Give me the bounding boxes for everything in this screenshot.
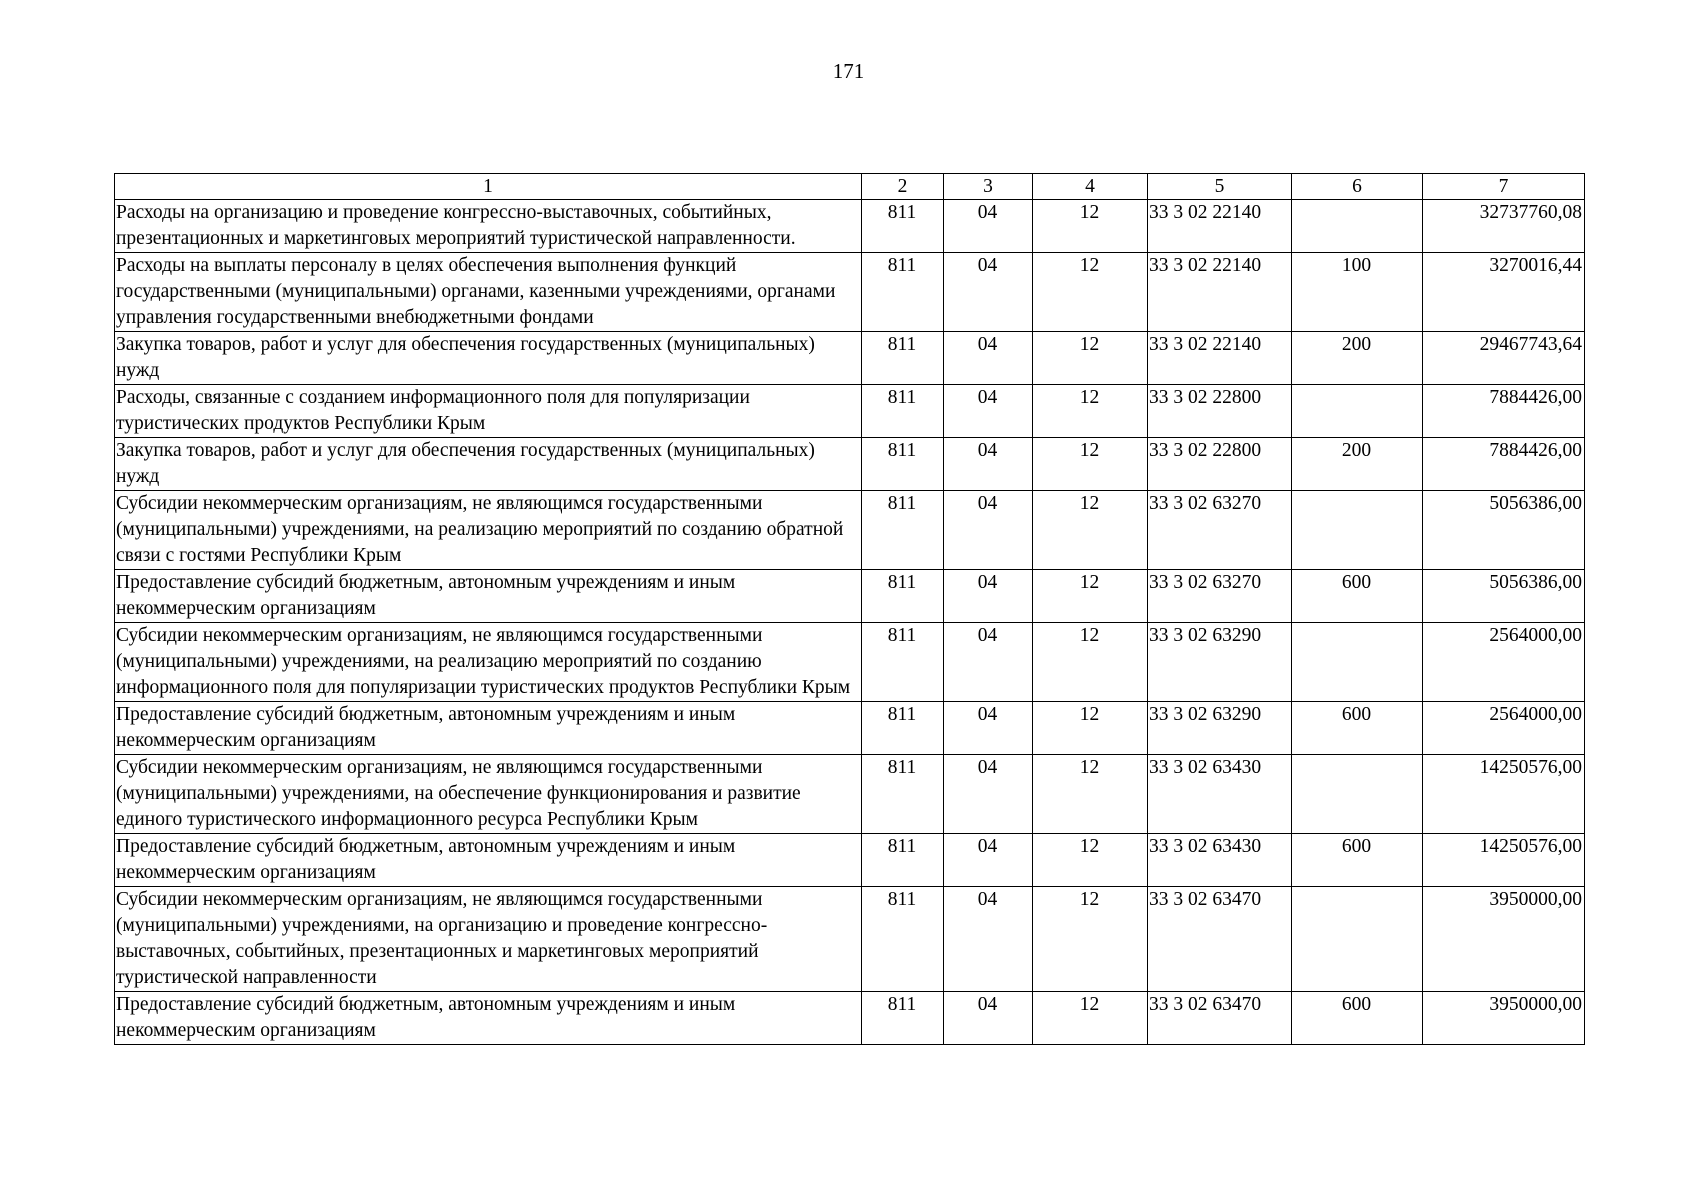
section-code-cell: 04 [944, 253, 1033, 332]
expense-name-cell: Субсидии некоммерческим организациям, не являющимся государственными (муниципальными) учреждениями, на организацию и проведение конгрессно-выставочных, событийных, презентационных и маркетинговых мероприятий туристической направленности [115, 887, 862, 992]
table-row [115, 702, 1585, 755]
subsection-code-cell: 12 [1033, 385, 1148, 438]
expense-type-cell: 200 [1292, 332, 1423, 385]
section-code-cell: 04 [944, 438, 1033, 491]
subsection-code-cell: 12 [1033, 570, 1148, 623]
subsection-code-cell: 12 [1033, 623, 1148, 702]
subsection-code-cell: 12 [1033, 887, 1148, 992]
expense-type-cell: 600 [1292, 702, 1423, 755]
expense-type-cell: 600 [1292, 834, 1423, 887]
expense-type-cell [1292, 755, 1423, 834]
budget-table [114, 173, 1585, 1045]
expense-type-cell [1292, 491, 1423, 570]
expense-type-cell [1292, 200, 1423, 253]
column-header-7: 7 [1423, 174, 1585, 200]
subsection-code-cell: 12 [1033, 755, 1148, 834]
section-code-cell: 04 [944, 992, 1033, 1045]
expense-name-cell: Предоставление субсидий бюджетным, автономным учреждениям и иным некоммерческим организациям [115, 992, 862, 1045]
target-article-cell: 33 3 02 63270 [1148, 570, 1292, 623]
ministry-code-cell: 811 [862, 385, 944, 438]
ministry-code-cell: 811 [862, 887, 944, 992]
column-header-3: 3 [944, 174, 1033, 200]
expense-type-cell: 600 [1292, 992, 1423, 1045]
header-row [115, 174, 1585, 200]
ministry-code-cell: 811 [862, 200, 944, 253]
ministry-code-cell: 811 [862, 834, 944, 887]
target-article-cell: 33 3 02 63290 [1148, 623, 1292, 702]
amount-cell: 7884426,00 [1423, 385, 1585, 438]
target-article-cell: 33 3 02 22140 [1148, 253, 1292, 332]
ministry-code-cell: 811 [862, 253, 944, 332]
amount-cell: 14250576,00 [1423, 755, 1585, 834]
section-code-cell: 04 [944, 702, 1033, 755]
target-article-cell: 33 3 02 63470 [1148, 887, 1292, 992]
target-article-cell: 33 3 02 63270 [1148, 491, 1292, 570]
section-code-cell: 04 [944, 755, 1033, 834]
subsection-code-cell: 12 [1033, 253, 1148, 332]
amount-cell: 14250576,00 [1423, 834, 1585, 887]
table-row [115, 200, 1585, 253]
table-row [115, 755, 1585, 834]
section-code-cell: 04 [944, 570, 1033, 623]
amount-cell: 5056386,00 [1423, 491, 1585, 570]
column-header-5: 5 [1148, 174, 1292, 200]
amount-cell: 29467743,64 [1423, 332, 1585, 385]
ministry-code-cell: 811 [862, 570, 944, 623]
amount-cell: 3950000,00 [1423, 887, 1585, 992]
subsection-code-cell: 12 [1033, 200, 1148, 253]
target-article-cell: 33 3 02 63470 [1148, 992, 1292, 1045]
amount-cell: 2564000,00 [1423, 702, 1585, 755]
subsection-code-cell: 12 [1033, 438, 1148, 491]
column-header-6: 6 [1292, 174, 1423, 200]
subsection-code-cell: 12 [1033, 992, 1148, 1045]
target-article-cell: 33 3 02 22800 [1148, 385, 1292, 438]
subsection-code-cell: 12 [1033, 834, 1148, 887]
expense-type-cell [1292, 887, 1423, 992]
table-row [115, 887, 1585, 992]
target-article-cell: 33 3 02 63430 [1148, 755, 1292, 834]
table-row [115, 834, 1585, 887]
section-code-cell: 04 [944, 200, 1033, 253]
expense-type-cell: 100 [1292, 253, 1423, 332]
target-article-cell: 33 3 02 22140 [1148, 200, 1292, 253]
column-header-2: 2 [862, 174, 944, 200]
section-code-cell: 04 [944, 623, 1033, 702]
expense-name-cell: Субсидии некоммерческим организациям, не являющимся государственными (муниципальными) учреждениями, на реализацию мероприятий по созданию обратной связи с гостями Республики Крым [115, 491, 862, 570]
amount-cell: 32737760,08 [1423, 200, 1585, 253]
table-row [115, 570, 1585, 623]
table-row [115, 438, 1585, 491]
target-article-cell: 33 3 02 22140 [1148, 332, 1292, 385]
table-row [115, 253, 1585, 332]
target-article-cell: 33 3 02 22800 [1148, 438, 1292, 491]
ministry-code-cell: 811 [862, 491, 944, 570]
table-row [115, 332, 1585, 385]
ministry-code-cell: 811 [862, 623, 944, 702]
expense-name-cell: Расходы на организацию и проведение конгрессно-выставочных, событийных, презентационных и маркетинговых мероприятий туристической направленности. [115, 200, 862, 253]
column-header-1: 1 [115, 174, 862, 200]
ministry-code-cell: 811 [862, 992, 944, 1045]
page-number: 171 [832, 59, 865, 83]
expense-name-cell: Субсидии некоммерческим организациям, не являющимся государственными (муниципальными) учреждениями, на обеспечение функционирования и развитие единого туристического информационного ресурса Республики Крым [115, 755, 862, 834]
table-row [115, 992, 1585, 1045]
target-article-cell: 33 3 02 63430 [1148, 834, 1292, 887]
expense-name-cell: Расходы, связанные с созданием информационного поля для популяризации туристических продуктов Республики Крым [115, 385, 862, 438]
expense-name-cell: Закупка товаров, работ и услуг для обеспечения государственных (муниципальных) нужд [115, 332, 862, 385]
ministry-code-cell: 811 [862, 332, 944, 385]
ministry-code-cell: 811 [862, 755, 944, 834]
section-code-cell: 04 [944, 332, 1033, 385]
expense-type-cell [1292, 385, 1423, 438]
table-body [115, 200, 1585, 1045]
target-article-cell: 33 3 02 63290 [1148, 702, 1292, 755]
expense-name-cell: Закупка товаров, работ и услуг для обеспечения государственных (муниципальных) нужд [115, 438, 862, 491]
expense-name-cell: Расходы на выплаты персоналу в целях обеспечения выполнения функций государственными (муниципальными) органами, казенными учреждениями, органами управления государственными внебюджетными фондами [115, 253, 862, 332]
expense-name-cell: Предоставление субсидий бюджетным, автономным учреждениям и иным некоммерческим организациям [115, 570, 862, 623]
ministry-code-cell: 811 [862, 438, 944, 491]
table-row [115, 623, 1585, 702]
section-code-cell: 04 [944, 834, 1033, 887]
section-code-cell: 04 [944, 491, 1033, 570]
expense-type-cell: 600 [1292, 570, 1423, 623]
table-row [115, 491, 1585, 570]
ministry-code-cell: 811 [862, 702, 944, 755]
table-header [115, 174, 1585, 200]
section-code-cell: 04 [944, 887, 1033, 992]
amount-cell: 2564000,00 [1423, 623, 1585, 702]
amount-cell: 3950000,00 [1423, 992, 1585, 1045]
table-row [115, 385, 1585, 438]
expense-name-cell: Предоставление субсидий бюджетным, автономным учреждениям и иным некоммерческим организациям [115, 702, 862, 755]
section-code-cell: 04 [944, 385, 1033, 438]
column-header-4: 4 [1033, 174, 1148, 200]
expense-name-cell: Субсидии некоммерческим организациям, не являющимся государственными (муниципальными) учреждениями, на реализацию мероприятий по созданию информационного поля для популяризации туристических продуктов Республики Крым [115, 623, 862, 702]
amount-cell: 7884426,00 [1423, 438, 1585, 491]
expense-type-cell [1292, 623, 1423, 702]
amount-cell: 3270016,44 [1423, 253, 1585, 332]
subsection-code-cell: 12 [1033, 491, 1148, 570]
amount-cell: 5056386,00 [1423, 570, 1585, 623]
subsection-code-cell: 12 [1033, 332, 1148, 385]
subsection-code-cell: 12 [1033, 702, 1148, 755]
expense-name-cell: Предоставление субсидий бюджетным, автономным учреждениям и иным некоммерческим организациям [115, 834, 862, 887]
expense-type-cell: 200 [1292, 438, 1423, 491]
